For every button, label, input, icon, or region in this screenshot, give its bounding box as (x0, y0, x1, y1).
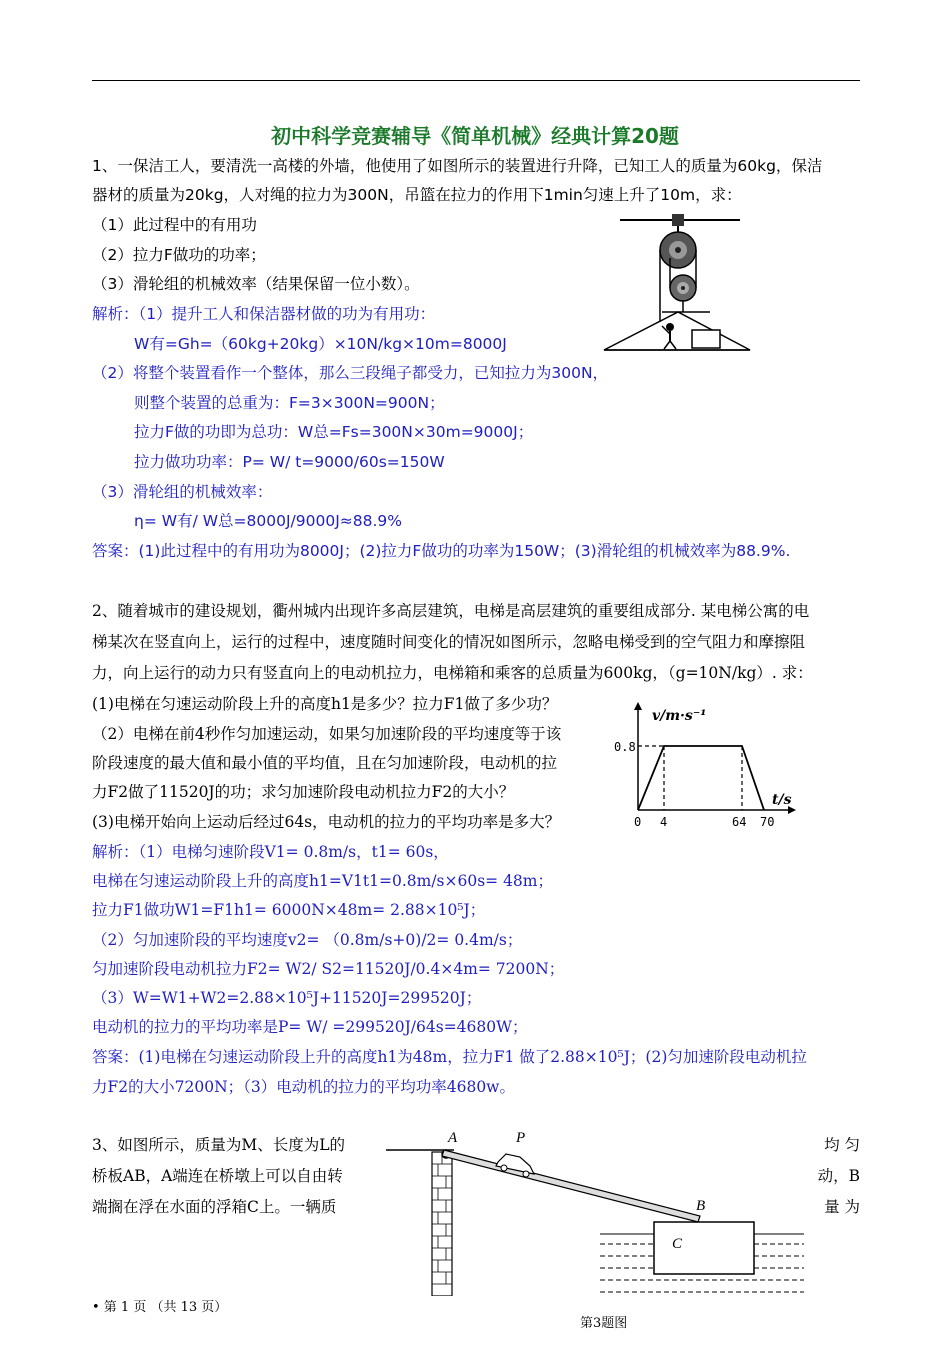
q3-line3-left: 端搁在浮在水面的浮箱C上。一辆质 (92, 1198, 337, 1216)
q1-part1: （1）此过程中的有用功 (92, 216, 257, 234)
q3-line1-left: 3、如图所示，质量为M、长度为L的 (92, 1136, 346, 1154)
header-rule (92, 80, 860, 81)
x-tick-4: 4 (660, 815, 668, 829)
q1-part2: （2）拉力F做功的功率； (92, 246, 266, 264)
q2-analysis-3: 拉力F1做功W1=F1h1= 6000N×48m= 2.88×10⁵J； (92, 901, 486, 919)
q1-answer: 答案：(1)此过程中的有用功为8000J；(2)拉力F做功的功率为150W；(3)滑轮组的机械效率为88.9%. (92, 542, 791, 560)
q2-stem-line3: 力，向上运行的动力只有竖直向上的电动机拉力，电梯箱和乘客的总质量为600kg，（g=10N/kg）. 求： (92, 664, 813, 682)
q1-analysis-1: 解析：（1）提升工人和保洁器材做的功为有用功： (92, 305, 436, 323)
q2-part3: (3)电梯开始向上运动后经过64s，电动机的拉力的平均功率是多大？ (92, 813, 561, 831)
q1-analysis-6: 拉力做功功率：P= W/ t=9000/60s=150W (134, 453, 445, 471)
q2-answer-line2: 力F2的大小7200N；（3）电动机的拉力的平均功率4680w。 (92, 1078, 515, 1096)
q3-line2-left: 桥板AB，A端连在桥墩上可以自由转 (92, 1167, 343, 1185)
label-B: B (696, 1198, 706, 1214)
x-tick-0: 0 (634, 815, 642, 829)
q2-analysis-7: 电动机的拉力的平均功率是P= W/ =299520J/64s=4680W； (92, 1018, 528, 1036)
q3-line3-right: 量 为 (824, 1198, 860, 1216)
q1-analysis-7: （3）滑轮组的机械效率： (92, 483, 273, 501)
q2-analysis-6: （3）W=W1+W2=2.88×10⁵J+11520J=299520J； (92, 989, 482, 1007)
q1-analysis-8: η= W有/ W总=8000J/9000J≈88.9% (134, 512, 403, 530)
bridge-figure (384, 1124, 810, 1296)
q2-analysis-5: 匀加速阶段电动机拉力F2= W2/ S2=11520J/0.4×4m= 7200N； (92, 960, 565, 978)
label-C: C (672, 1236, 683, 1252)
label-A: A (448, 1130, 458, 1146)
q2-analysis-1: 解析：（1）电梯匀速阶段V1= 0.8m/s，t1= 60s， (92, 843, 449, 861)
q2-part2-line1: （2）电梯在前4秒作匀加速运动，如果匀加速阶段的平均速度等于该 (92, 725, 562, 743)
q2-stem-line1: 2、随着城市的建设规划，衢州城内出现许多高层建筑，电梯是高层建筑的重要组成部分. 某电梯公寓的电 (92, 602, 810, 620)
figure3-caption: 第3题图 (580, 1316, 628, 1331)
q1-stem-line2: 器材的质量为20kg，人对绳的拉力为300N，吊篮在拉力的作用下1min匀速上升了10m，求： (92, 186, 742, 204)
q2-part2-line3: 力F2做了11520J的功；求匀加速阶段电动机拉力F2的大小？ (92, 783, 515, 801)
q2-stem-line2: 梯某次在竖直向上，运行的过程中，速度随时间变化的情况如图所示，忽略电梯受到的空气阻力和摩擦阻 (92, 633, 806, 651)
q2-analysis-4: （2）匀加速阶段的平均速度v2= （0.8m/s+0)/2= 0.4m/s； (92, 931, 523, 949)
q1-analysis-5: 拉力F做的功即为总功：W总=Fs=300N×30m=9000J； (134, 423, 534, 441)
q2-part1: (1)电梯在匀速运动阶段上升的高度h1是多少？拉力F1做了多少功？ (92, 695, 558, 713)
q3-line1-right: 均 匀 (824, 1136, 860, 1154)
x-tick-70: 70 (760, 815, 775, 829)
q2-answer-line1: 答案：(1)电梯在匀速运动阶段上升的高度h1为48m，拉力F1 做了2.88×10⁵J；(2)匀加速阶段电动机拉 (92, 1048, 807, 1066)
y-axis-label: v/m·s⁻¹ (652, 708, 707, 724)
q1-analysis-3: （2）将整个装置看作一个整体，那么三段绳子都受力，已知拉力为300N， (92, 364, 609, 382)
label-P: P (516, 1130, 526, 1146)
q1-stem-line1: 1、一保洁工人，要清洗一高楼的外墙，他使用了如图所示的装置进行升降，已知工人的质量为60kg，保洁 (92, 157, 823, 175)
pulley-figure (600, 212, 760, 354)
page-title: 初中科学竞赛辅导《简单机械》经典计算20题 (271, 124, 679, 148)
velocity-time-graph (612, 698, 800, 830)
page-footer: • 第 1 页 （共 13 页） (92, 1300, 228, 1315)
y-tick-0.8: 0.8 (614, 740, 636, 754)
q2-part2-line2: 阶段速度的最大值和最小值的平均值，且在匀加速阶段，电动机的拉 (92, 754, 558, 772)
x-tick-64: 64 (732, 815, 747, 829)
x-axis-label: t/s (772, 792, 792, 808)
q1-analysis-2: W有=Gh=（60kg+20kg）×10N/kg×10m=8000J (134, 335, 507, 353)
q2-analysis-2: 电梯在匀速运动阶段上升的高度h1=V1t1=0.8m/s×60s= 48m； (92, 872, 553, 890)
q1-part3: （3）滑轮组的机械效率（结果保留一位小数）。 (92, 275, 420, 293)
q1-analysis-4: 则整个装置的总重为：F=3×300N=900N； (134, 394, 445, 412)
q3-line2-right: 动，B (817, 1167, 860, 1185)
